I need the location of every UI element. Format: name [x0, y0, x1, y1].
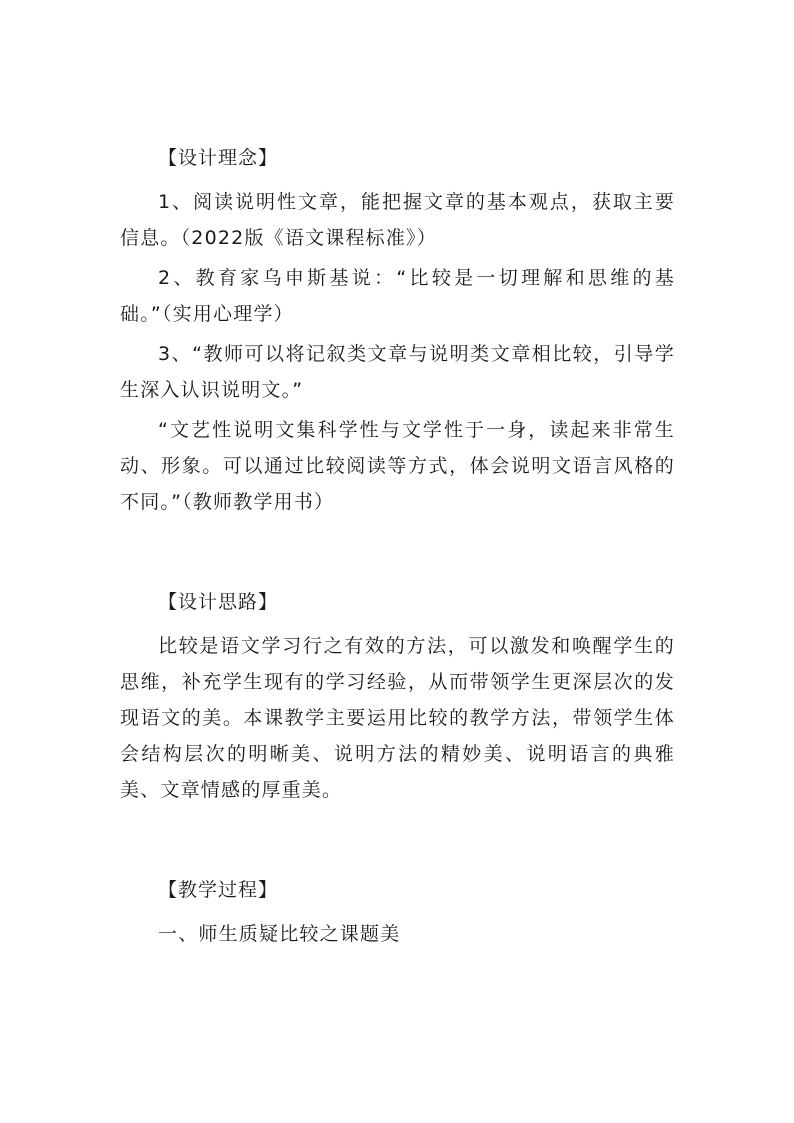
- paragraph: “文艺性说明文集科学性与文学性于一身，读起来非常生动、形象。可以通过比较阅读等方式，体会说明文语言风格的不同。”（教师教学用书）: [120, 419, 675, 513]
- section-design-approach: [120, 584, 675, 808]
- paragraph: 比较是语文学习行之有效的方法，可以激发和唤醒学生的思维，补充学生现有的学习经验，从而带领学生更深层次的发现语文的美。本课教学主要运用比较的教学方法，带领学生体会结构层次的明晰美、说明方法的精妙美、说明语言的典雅美、文章情感的厚重美。: [120, 635, 675, 801]
- section-heading: 【教学过程】: [158, 879, 279, 901]
- paragraph: 3、“教师可以将记叙类文章与说明类文章相比较，引导学生深入认识说明文。”: [120, 343, 675, 401]
- section-design-concept: [120, 140, 675, 520]
- section-teaching-process: [120, 872, 675, 952]
- section-heading: 【设计理念】: [158, 147, 279, 169]
- paragraph: 2、教育家乌申斯基说：“比较是一切理解和思维的基础。”（实用心理学）: [120, 267, 675, 325]
- document-body: [120, 140, 675, 952]
- paragraph: 一、师生质疑比较之课题美: [158, 923, 401, 945]
- paragraph: 1、阅读说明性文章，能把握文章的基本观点，获取主要信息。（2022版《语文课程标准》）: [120, 191, 675, 249]
- section-heading: 【设计思路】: [158, 591, 279, 613]
